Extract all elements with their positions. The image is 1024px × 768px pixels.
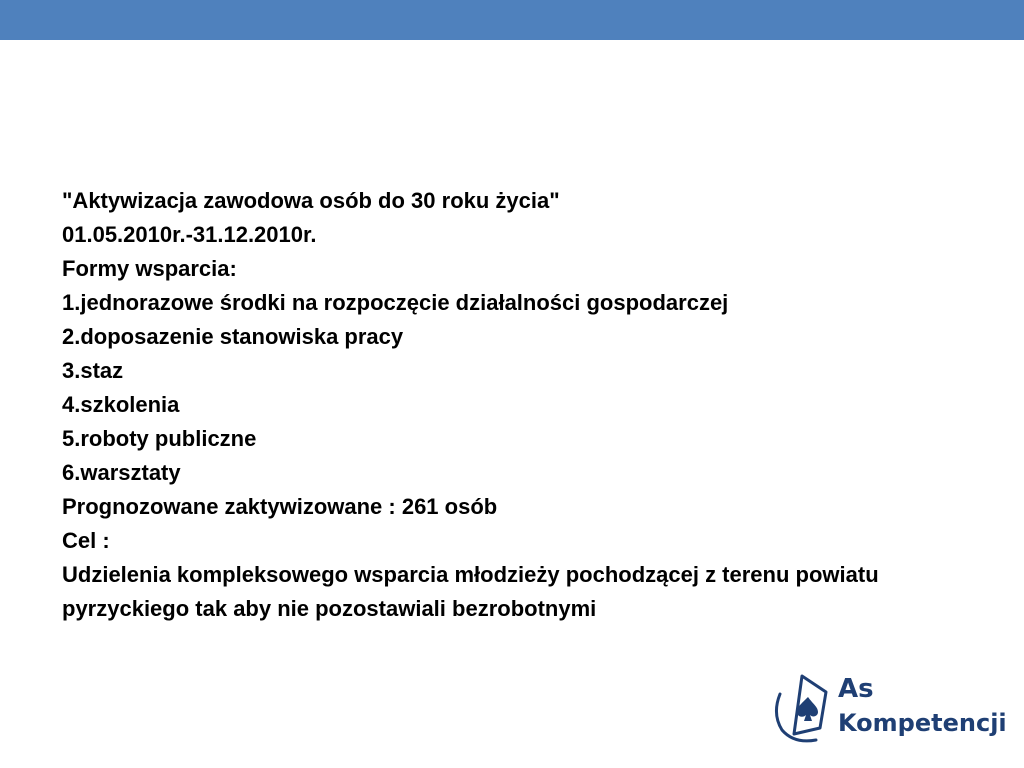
as-kompetencji-logo	[768, 670, 1007, 746]
top-accent-bar	[0, 0, 1024, 40]
goal-heading: Cel :	[62, 528, 110, 553]
slide-body	[62, 184, 992, 626]
support-form-item: 6.warsztaty	[62, 460, 181, 485]
project-title: "Aktywizacja zawodowa osób do 30 roku życia"	[62, 188, 560, 213]
project-dates: 01.05.2010r.-31.12.2010r.	[62, 222, 317, 247]
goal-text: Udzielenia kompleksowego wsparcia młodzieży pochodzącej z terenu powiatu pyrzyckiego tak aby nie pozostawiali bezrobotnymi	[62, 562, 879, 621]
support-forms-heading: Formy wsparcia:	[62, 256, 237, 281]
logo-line-2: Kompetencji	[838, 709, 1007, 737]
support-form-item: 2.doposazenie stanowiska pracy	[62, 324, 404, 349]
logo-line-1: As	[838, 674, 874, 704]
support-form-item: 1.jednorazowe środki na rozpoczęcie działalności gospodarczej	[62, 290, 729, 315]
logo-wordmark	[838, 672, 1007, 740]
support-form-item: 4.szkolenia	[62, 392, 180, 417]
support-form-item: 5.roboty publiczne	[62, 426, 257, 451]
support-form-item: 3.staz	[62, 358, 124, 383]
forecast-text: Prognozowane zaktywizowane : 261 osób	[62, 494, 498, 519]
spade-card-icon	[768, 670, 838, 744]
